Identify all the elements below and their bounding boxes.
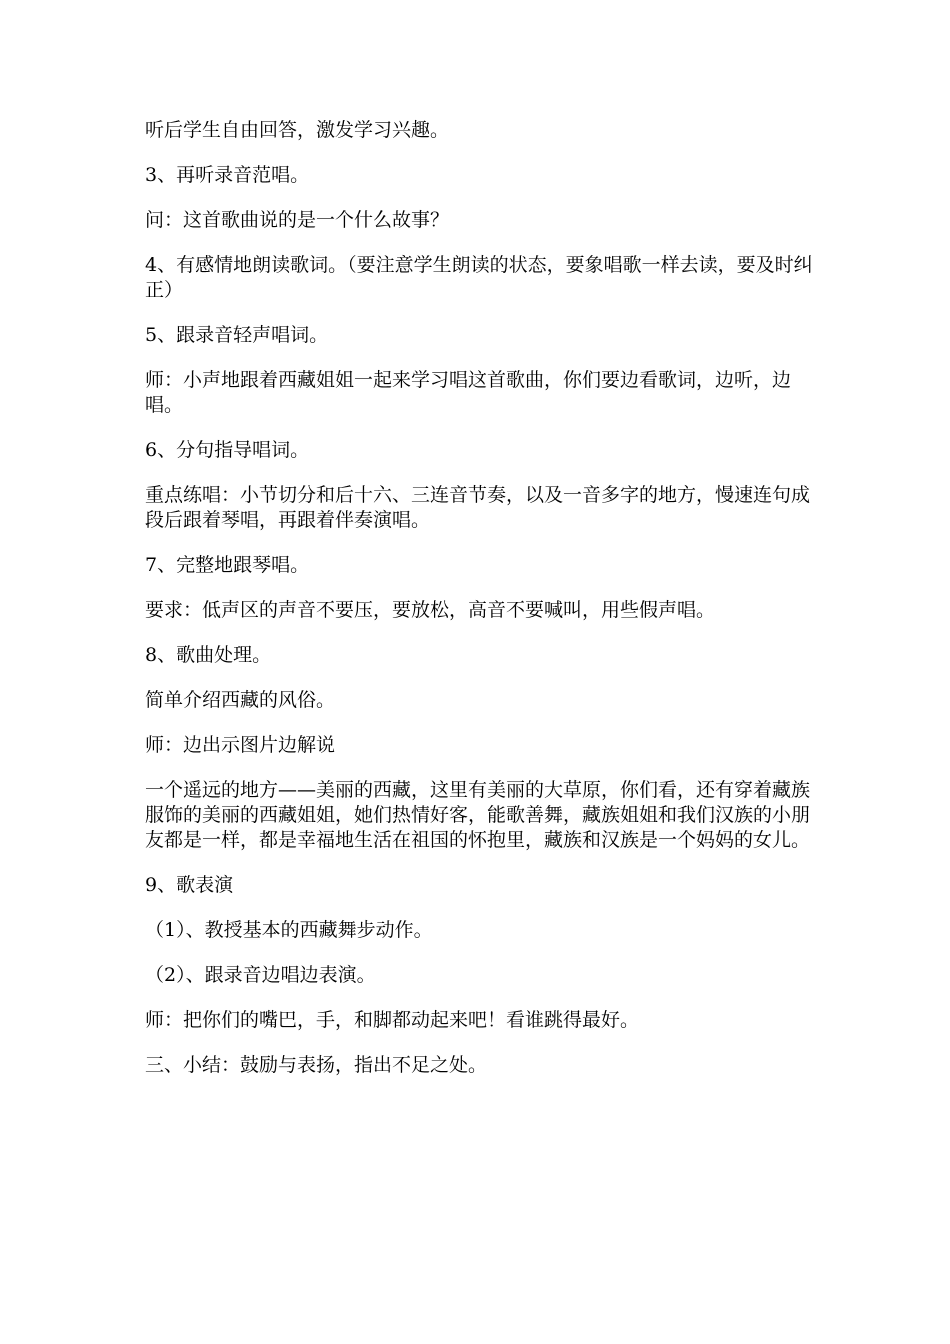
- paragraph-customs-intro: 简单介绍西藏的风俗。: [145, 689, 336, 711]
- paragraph-key-practice: 重点练唱：小节切分和后十六、三连音节奏，以及一音多字的地方，慢速连句成段后跟着琴唱，再跟着伴奏演唱。: [145, 484, 811, 531]
- paragraph-teacher-sing-along: 师：小声地跟着西藏姐姐一起来学习唱这首歌曲，你们要边看歌词，边听，边唱。: [145, 369, 792, 416]
- paragraph-step-9: 9、歌表演: [145, 874, 234, 896]
- paragraph-question: 问：这首歌曲说的是一个什么故事？: [145, 209, 450, 231]
- paragraph-tibet-description: 一个遥远的地方——美丽的西藏，这里有美丽的大草原，你们看，还有穿着藏族服饰的美丽的西藏姐姐，她们热情好客，能歌善舞，藏族姐姐和我们汉族的小朋友都是一样，都是幸福地生活在祖国的怀抱里，藏族和汉族是一个妈妈的女儿。: [145, 779, 811, 851]
- paragraph-listen-answer: 听后学生自由回答，激发学习兴趣。: [145, 119, 450, 141]
- paragraph-step-7: 7、完整地跟琴唱。: [145, 554, 310, 576]
- paragraph-requirements: 要求：低声区的声音不要压，要放松，高音不要喊叫，用些假声唱。: [145, 599, 716, 621]
- paragraph-sub-1: （1）、教授基本的西藏舞步动作。: [145, 919, 433, 941]
- paragraph-teacher-pictures: 师：边出示图片边解说: [145, 734, 336, 756]
- paragraph-summary: 三、小结：鼓励与表扬，指出不足之处。: [145, 1054, 488, 1076]
- paragraph-step-4: 4、有感情地朗读歌词。（要注意学生朗读的状态，要象唱歌一样去读，要及时纠正）: [145, 254, 813, 301]
- paragraph-teacher-dance: 师：把你们的嘴巴，手，和脚都动起来吧！看谁跳得最好。: [145, 1009, 640, 1031]
- paragraph-step-6: 6、分句指导唱词。: [145, 439, 310, 461]
- paragraph-step-5: 5、跟录音轻声唱词。: [145, 324, 329, 346]
- document-page: [145, 118, 817, 1098]
- paragraph-sub-2: （2）、跟录音边唱边表演。: [145, 964, 376, 986]
- paragraph-step-8: 8、歌曲处理。: [145, 644, 272, 666]
- paragraph-step-3: 3、再听录音范唱。: [145, 164, 310, 186]
